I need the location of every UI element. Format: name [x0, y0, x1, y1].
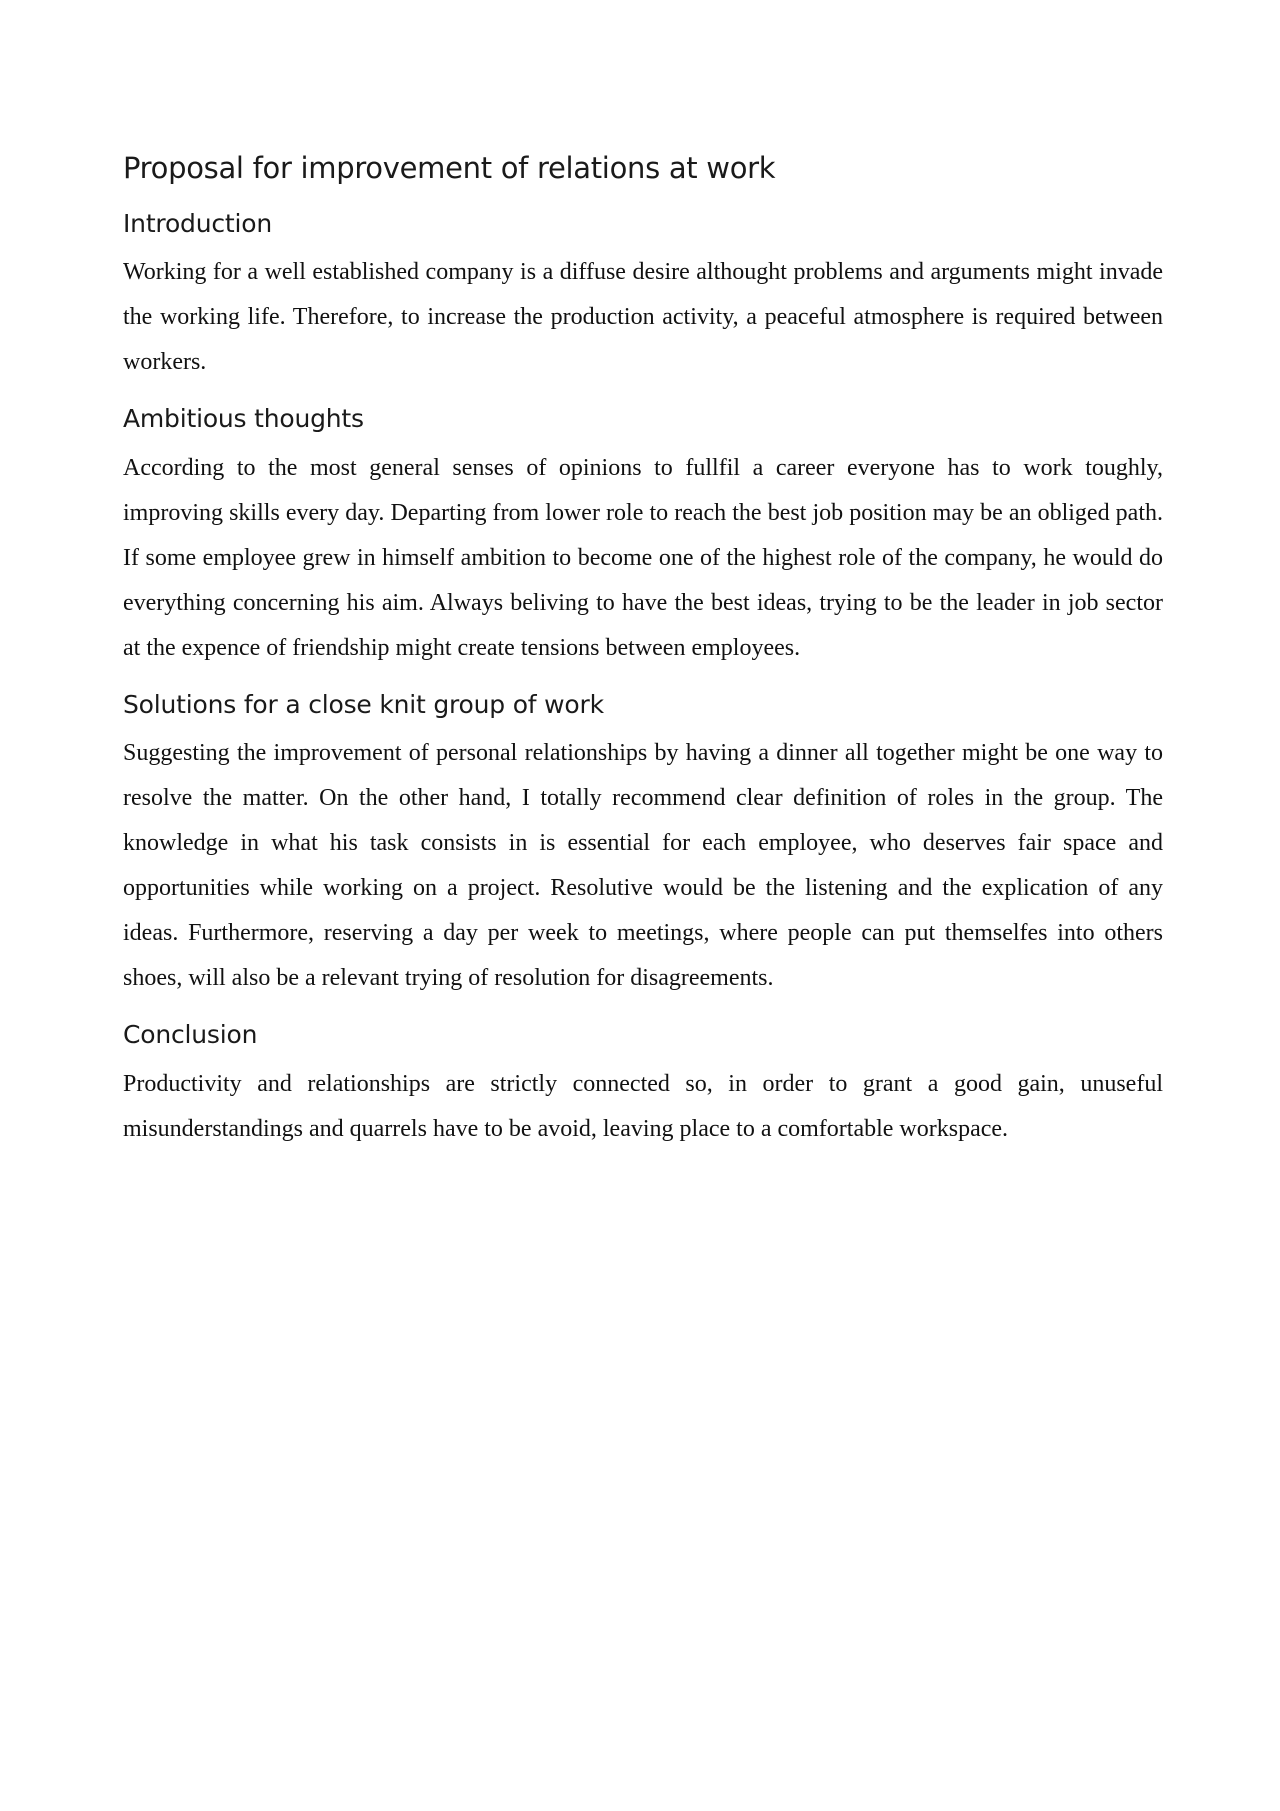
section-body-solutions: Suggesting the improvement of personal relationships by having a dinner all together might be one way to resolve the matter. On the other hand, I totally recommend clear definition of roles in the group. The knowledge in what his task consists in is essential for each employee, who deserves fair space and opportunities while working on a project. Resolutive would be the listening and the explication of any ideas. Furthermore, reserving a day per week to meetings, where people can put themselfes into others shoes, will also be a relevant trying of resolution for disagreements.	[123, 740, 1163, 992]
section-heading-conclusion: Conclusion	[123, 1020, 258, 1050]
section-heading-solutions: Solutions for a close knit group of work	[123, 689, 604, 719]
section-body-ambitious-thoughts: According to the most general senses of opinions to fullfil a career everyone has to work toughly, improving skills every day. Departing from lower role to reach the best job position may be an obliged path. If some employee grew in himself ambition to become one of the highest role of the company, he would do everything concerning his aim. Always beliving to have the best ideas, trying to be the leader in job sector at the expence of friendship might create tensions between employees.	[123, 454, 1163, 661]
document-title: Proposal for improvement of relations at work	[123, 151, 776, 185]
section-heading-introduction: Introduction	[123, 208, 272, 238]
section-body-introduction: Working for a well established company is a diffuse desire althought problems and arguments might invade the working life. Therefore, to increase the production activity, a peaceful atmosphere is required between workers.	[123, 259, 1163, 376]
document-content	[123, 150, 1163, 1170]
section-body-conclusion: Productivity and relationships are strictly connected so, in order to grant a good gain, unuseful misunderstandings and quarrels have to be avoid, leaving place to a comfortable workspace.	[123, 1070, 1163, 1142]
section-heading-ambitious-thoughts: Ambitious thoughts	[123, 404, 364, 434]
